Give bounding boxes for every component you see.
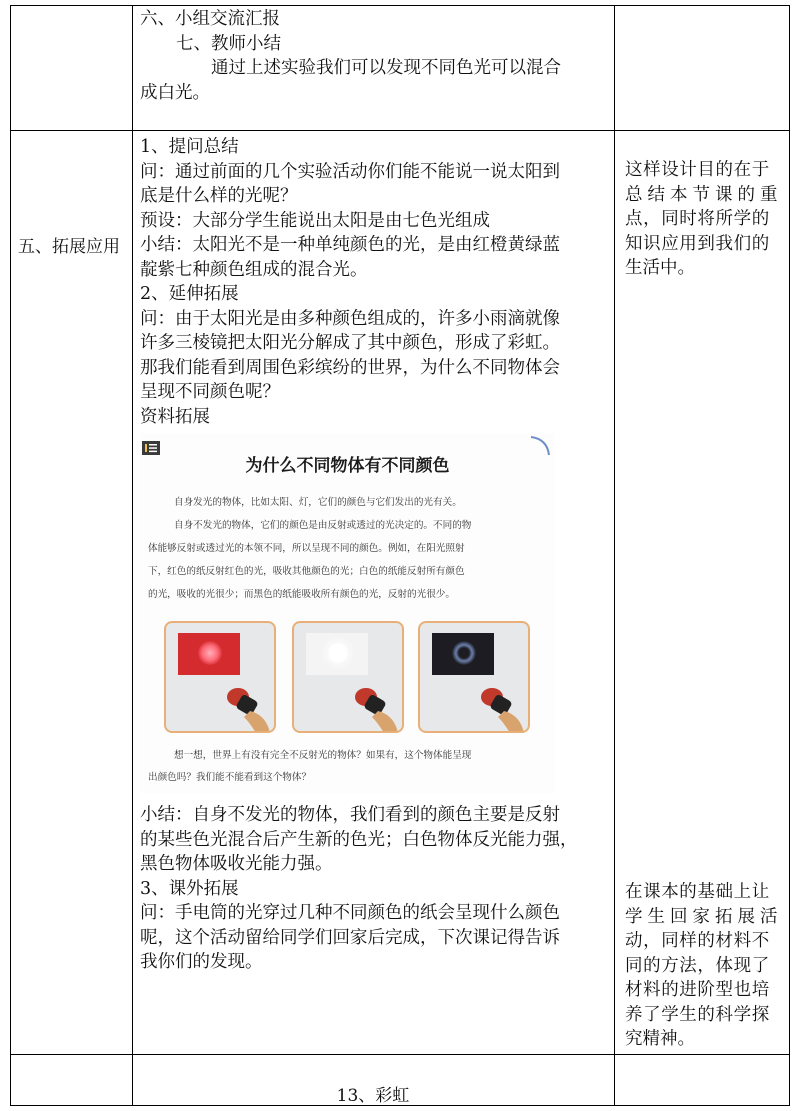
note-line: 在课本的基础上让 [625,882,770,902]
figure-title: 为什么不同物体有不同颜色 [245,456,450,476]
top-section-text [140,7,561,105]
content-line: 问：由于太阳光是由多种颜色组成的，许多小雨滴就像 [140,308,560,329]
note-line: 知识应用到我们的 [625,233,770,254]
content-line: 问：手电筒的光穿过几种不同颜色的纸会呈现什么颜色 [140,903,560,923]
figure-paragraph-line: 的光，吸收的光很少；而黑色的纸能吸收所有颜色的光，反射的光很少。 [148,589,455,600]
black-paper-photo [418,621,530,733]
content-line: 预设：大部分学生能说出太阳是由七色光组成 [140,210,490,231]
note-line: 总结本节课的重 [625,184,783,205]
row-divider-1 [10,130,790,131]
content-line: 2、延伸拓展 [140,284,239,304]
flashlight-icon [224,685,274,733]
note-line: 材料的进阶型也培 [625,980,770,1000]
main-content-b [140,803,578,975]
white-paper-photo [292,621,404,733]
content-line: 我你们的发现。 [140,952,263,972]
figure-paragraph-line: 自身不发光的物体，它们的颜色是由反射或透过的光决定的。不同的物 [174,520,472,531]
figure-question-line: 出颜色吗？我们能不能看到这个物体？ [148,772,312,783]
content-line: 底是什么样的光呢？ [140,186,298,206]
note-line: 这样设计目的在于 [625,160,770,180]
content-line: 问：通过前面的几个实验活动你们能不能说一说太阳到 [140,161,560,182]
col-divider-1 [132,5,133,1106]
content-line: 呈现不同颜色呢？ [140,382,280,402]
step-7-heading: 七、教师小结 [176,33,281,54]
note-line: 动，同样的材料不 [625,931,770,951]
content-line: 黑色物体吸收光能力强。 [140,854,333,874]
flashlight-icon [478,685,528,733]
design-note-1 [625,158,787,281]
col-divider-2 [614,5,615,1106]
content-line: 小结：自身不发光的物体，我们看到的颜色主要是反射 [140,805,560,825]
light-spot [198,641,222,665]
light-spot [452,641,476,665]
red-paper-photo [164,621,276,733]
content-line: 3、课外拓展 [140,878,239,899]
note-line: 生活中。 [625,258,695,278]
summary-line-2: 成白光。 [140,82,210,103]
step-6-heading: 六、小组交流汇报 [140,9,280,29]
summary-line-1: 通过上述实验我们可以发现不同色光可以混合 [211,58,561,78]
figure-paragraph-line: 下，红色的纸反射红色的光，吸收其他颜色的光；白色的纸能反射所有颜色 [148,566,465,577]
content-line: 许多三棱镜把太阳光分解成了其中颜色，形成了彩虹。 [140,333,560,353]
note-line: 点，同时将所学的 [625,209,770,229]
col-border-right [789,5,790,1106]
note-line: 同的方法，体现了 [625,955,770,976]
footer-lesson-title: 13、彩虹 [336,1086,410,1106]
table-border-top [10,5,790,6]
figure-paragraph-line: 体能够反射或透过光的本领不同，所以呈现不同的颜色。例如，在阳光照射 [148,543,465,554]
note-line: 学生回家拓展活 [625,906,783,927]
content-line: 靛紫七种颜色组成的混合光。 [140,259,368,280]
stage-label: 五、拓展应用 [18,237,120,257]
content-line: 呢，这个活动留给同学们回家后完成，下次课记得告诉 [140,927,560,948]
note-line: 养了学生的科学探 [625,1004,770,1025]
note-line: 究精神。 [625,1029,695,1049]
design-note-2 [625,880,787,1052]
main-content-a [140,135,560,429]
content-line: 那我们能看到周围色彩缤纷的世界，为什么不同物体会 [140,357,560,378]
light-spot [326,641,350,665]
textbook-figure [140,433,555,793]
content-line: 小结：太阳光不是一种单纯颜色的光，是由红橙黄绿蓝 [140,235,560,255]
content-line: 资料拓展 [140,406,210,427]
content-line: 的某些色光混合后产生新的色光；白色物体反光能力强， [140,829,578,850]
row-divider-2 [10,1054,790,1055]
content-line: 1、提问总结 [140,137,239,157]
flashlight-icon [352,685,402,733]
col-border-left [10,5,11,1106]
figure-paragraph-line: 自身发光的物体，比如太阳、灯，它们的颜色与它们发出的光有关。 [174,497,462,508]
figure-question-line: 想一想，世界上有没有完全不反射光的物体？如果有，这个物体能呈现 [174,750,472,761]
